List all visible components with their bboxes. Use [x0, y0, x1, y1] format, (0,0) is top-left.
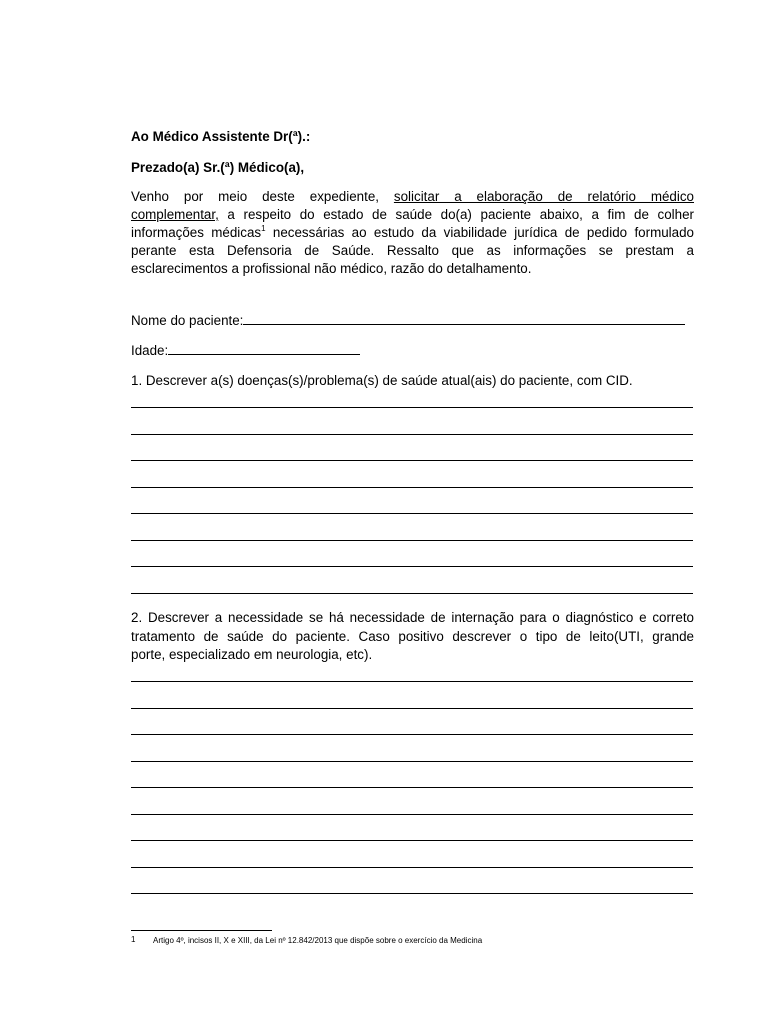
question-2-line-3: porte, especializado em neurologia, etc).: [131, 647, 373, 662]
answer-line[interactable]: [131, 787, 693, 788]
footnote-number: 1: [131, 935, 136, 944]
answer-line[interactable]: [131, 460, 693, 461]
answer-line[interactable]: [131, 867, 693, 868]
salutation-line: Ao Médico Assistente Dr(ª).:: [131, 129, 311, 144]
intro-line-5: esclarecimentos a profissional não médico, razão do detalhamento.: [131, 261, 532, 276]
age-row: [131, 342, 694, 360]
answer-line[interactable]: [131, 487, 693, 488]
intro-underlined-request: solicitar a elaboração de relatório médico: [393, 189, 694, 204]
intro-underlined-request-end: complementar,: [131, 207, 219, 222]
intro-text: Venho por meio deste expediente,: [131, 189, 394, 204]
footnote-separator: [131, 930, 272, 931]
patient-name-label: Nome do paciente:: [131, 313, 244, 328]
question-2-line-1: 2. Descrever a necessidade se há necessidade de internação para o diagnóstico e correto: [131, 610, 694, 625]
age-field[interactable]: [168, 342, 360, 355]
intro-line-3: [131, 224, 694, 242]
answer-line[interactable]: [131, 840, 693, 841]
answer-line[interactable]: [131, 761, 693, 762]
answer-line[interactable]: [131, 893, 693, 894]
document-page: [131, 0, 694, 1024]
answer-line[interactable]: [131, 513, 693, 514]
footnote-text: Artigo 4º, incisos II, X e XIII, da Lei nº 12.842/2013 que dispõe sobre o exercício da Medicina: [153, 936, 483, 945]
greeting: Prezado(a) Sr.(ª) Médico(a),: [131, 160, 305, 175]
patient-name-row: [131, 312, 694, 330]
question-1: 1. Descrever a(s) doenças(s)/problema(s) de saúde atual(ais) do paciente, com CID.: [131, 373, 633, 388]
answer-line[interactable]: [131, 708, 693, 709]
question-2-line-2: tratamento de saúde do paciente. Caso positivo descrever o tipo de leito(UTI, grande: [131, 629, 694, 644]
answer-line[interactable]: [131, 566, 693, 567]
intro-text: a respeito do estado de saúde do(a) paciente abaixo, a fim de colher: [218, 207, 694, 222]
intro-line-2: [131, 206, 694, 224]
intro-text: necessárias ao estudo da viabilidade jurídica de pedido formulado: [265, 225, 694, 240]
answer-line[interactable]: [131, 814, 693, 815]
answer-line[interactable]: [131, 681, 693, 682]
age-label: Idade:: [131, 343, 169, 358]
patient-name-field[interactable]: [243, 312, 685, 325]
intro-line-1: [131, 188, 694, 206]
intro-text: informações médicas: [131, 225, 262, 240]
footnote-reference[interactable]: 1: [261, 223, 266, 233]
footnote: [131, 936, 482, 946]
answer-line[interactable]: [131, 593, 693, 594]
answer-line[interactable]: [131, 734, 693, 735]
intro-line-4: perante esta Defensoria de Saúde. Ressalto que as informações se prestam a: [131, 243, 694, 258]
answer-line[interactable]: [131, 407, 693, 408]
answer-line[interactable]: [131, 434, 693, 435]
answer-line[interactable]: [131, 540, 693, 541]
